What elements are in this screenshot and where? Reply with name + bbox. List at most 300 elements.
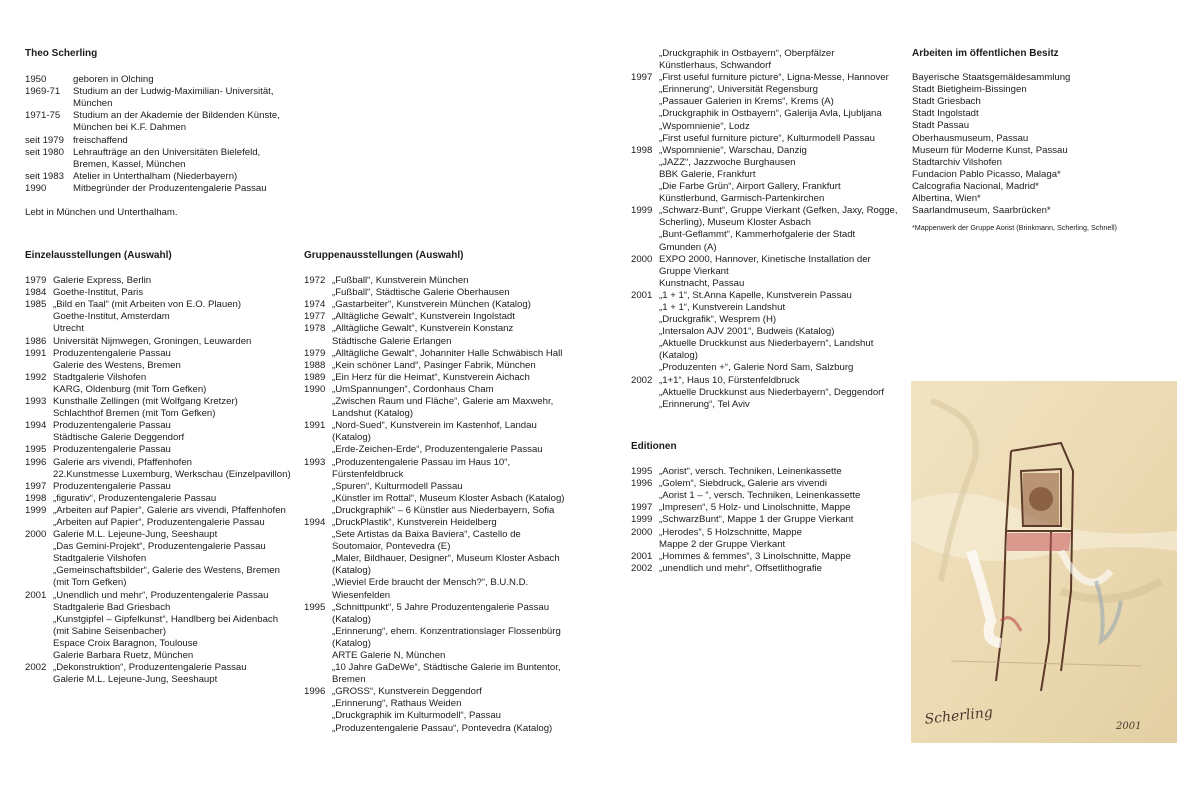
entry-line: „1+1“, Haus 10, Fürstenfeldbruck (659, 374, 800, 386)
entry-text (53, 420, 295, 444)
entry-year: 1998 (25, 492, 47, 504)
entry-line: Galerie M.L. Lejeune-Jung, Seeshaupt (53, 529, 218, 541)
entry-line: „Druckgraphik“ – 6 Künstler aus Niederbayern, Sofia (332, 504, 555, 516)
entry-line: „Erinnerung“, ehem. Konzentrationslager Flossenbürg (332, 625, 561, 637)
entry-year: 1971-75 (25, 110, 61, 122)
entry-line: (Katalog) (332, 613, 371, 625)
entry-line: „Impresen“, 5 Holz- und Linolschnitte, Mappe (659, 502, 851, 514)
entry-line: Espace Croix Baragnon, Toulouse (53, 637, 198, 649)
entry-line: Bremen (332, 674, 366, 686)
editions-heading: Editionen (631, 441, 677, 452)
entry-line: „1 + 1“, Kunstverein Landshut (659, 301, 786, 313)
editions-list (631, 466, 901, 575)
entry-line: „Sete Artistas da Baixa Baviera“, Castello de (332, 529, 521, 541)
entry-line: „Hommes & femmes“, 3 Linolschnitte, Mappe (659, 550, 851, 562)
collection-item: Stadtarchiv Vilshofen (912, 156, 1002, 168)
entry-line: „Zwischen Raum und Fläche“, Galerie am Maxwehr, (332, 396, 554, 408)
entry-year: 1988 (304, 359, 326, 371)
entry-text (53, 662, 295, 686)
entry-text (53, 529, 295, 589)
entry-year: 1999 (25, 504, 47, 516)
entry-text (659, 502, 901, 514)
entry-line: „First useful furniture picture“, Ligna-Messe, Hannover (659, 72, 889, 84)
solo-entry (25, 529, 295, 589)
entry-line: „Bild en Taal“ (mit Arbeiten von E.O. Plauen) (53, 299, 242, 311)
bio-column (25, 48, 295, 219)
entry-year: 1985 (25, 299, 47, 311)
edition-entry (631, 466, 901, 478)
entry-text (332, 517, 594, 602)
entry-line: Schlachthof Bremen (mit Tom Gefken) (53, 408, 216, 420)
entry-line: „Herodes“, 5 Holzschnitte, Mappe (659, 526, 802, 538)
public-list (912, 72, 1172, 217)
solo-entry (25, 348, 295, 372)
entry-year: 1996 (631, 478, 653, 490)
entry-line: „Fußball“, Städtische Galerie Oberhausen (332, 287, 510, 299)
entry-line: Stadtgalerie Bad Griesbach (53, 601, 171, 613)
group-entry (304, 348, 594, 360)
entry-year: 1998 (631, 144, 653, 156)
entry-text (73, 86, 295, 110)
group-entry (304, 311, 594, 323)
entry-line: Studium an der Akademie der Bildenden Künste, (73, 110, 280, 122)
entry-line: freischaffend (73, 134, 128, 146)
solo-heading: Einzelausstellungen (Auswahl) (25, 250, 172, 261)
entry-text (73, 135, 295, 147)
entry-line: „Aktuelle Druckkunst aus Niederbayern“, Deggendorf (659, 386, 885, 398)
entry-text (53, 348, 295, 372)
entry-line: „Wspomnienie“, Warschau, Danzig (659, 144, 807, 156)
bio-entry (25, 183, 295, 195)
public-heading: Arbeiten im öffentlichen Besitz (912, 48, 1059, 59)
group-list (304, 275, 594, 735)
collection-item: Stadt Passau (912, 120, 970, 132)
group-cont-list (631, 48, 901, 411)
entry-text (332, 323, 594, 347)
entry-line: „Golem“, Siebdruck„ Galerie ars vivendi (659, 478, 827, 490)
group-entry (631, 290, 901, 375)
solo-entry (25, 299, 295, 335)
entry-line: Produzentengalerie Passau (53, 420, 171, 432)
entry-text (53, 287, 295, 299)
public-footnote: *Mappenwerk der Gruppe Aorist (Brinkmann, Scherling, Schnell) (912, 223, 1117, 233)
entry-year: 2001 (25, 589, 47, 601)
entry-year: 2000 (631, 253, 653, 265)
solo-entry (25, 287, 295, 299)
entry-year: 1977 (304, 311, 326, 323)
entry-year: 2002 (631, 374, 653, 386)
entry-year: 1996 (25, 456, 47, 468)
entry-line: (Katalog) (332, 565, 371, 577)
entry-text (659, 375, 901, 411)
entry-year: seit 1980 (25, 146, 64, 158)
entry-line: Galerie ars vivendi, Pfaffenhofen (53, 456, 193, 468)
entry-line: Gruppe Vierkant (659, 265, 729, 277)
solo-entry (25, 481, 295, 493)
collection-item: Stadt Ingolstadt (912, 108, 979, 120)
entry-line: (mit Tom Gefken) (53, 577, 127, 589)
entry-year: 1990 (304, 383, 326, 395)
entry-line: „JAZZ“, Jazzwoche Burghausen (659, 156, 796, 168)
entry-line: „Alltägliche Gewalt“, Kunstverein Ingolstadt (332, 311, 515, 323)
group-entry (631, 48, 901, 72)
entry-line: Galerie M.L. Lejeune-Jung, Seeshaupt (53, 674, 218, 686)
entry-line: Produzentengalerie Passau (53, 480, 171, 492)
entry-line: „Gastarbeiter“, Kunstverein München (Katalog) (332, 299, 531, 311)
edition-entry (631, 478, 901, 502)
entry-line: „Aktuelle Druckkunst aus Niederbayern“, Landshut (659, 338, 874, 350)
entry-text (659, 514, 901, 526)
group-entry (304, 275, 594, 299)
bio-entry (25, 135, 295, 147)
editions (631, 441, 901, 575)
entry-line: „Bunt-Geflammt“, Kammerhofgalerie der Stadt (659, 229, 856, 241)
entry-line: „10 Jahre GaDeWe“, Städtische Galerie im Buntentor, (332, 662, 561, 674)
entry-year: 1997 (631, 502, 653, 514)
entry-line: „1 + 1“, St.Anna Kapelle, Kunstverein Passau (659, 289, 852, 301)
entry-line: „Gemeinschaftsbilder“, Galerie des Westens, Bremen (53, 565, 280, 577)
solo-entry (25, 420, 295, 444)
entry-line: „Produzentengalerie Passau“, Pontevedra (Katalog) (332, 722, 553, 734)
entry-line: Bremen, Kassel, München (73, 158, 186, 170)
entry-line: „Druckgrafik“, Wesprem (H) (659, 314, 777, 326)
entry-year: 1974 (304, 299, 326, 311)
bio-entry (25, 74, 295, 86)
entry-text (659, 48, 901, 72)
entry-year: 1999 (631, 205, 653, 217)
entry-line: Städtische Galerie Deggendorf (53, 432, 185, 444)
entry-line: „Produzentengalerie Passau im Haus 10“, (332, 456, 511, 468)
entry-line: Galerie Express, Berlin (53, 275, 152, 287)
entry-line: Galerie des Westens, Bremen (53, 359, 181, 371)
group-entry (304, 517, 594, 602)
entry-line: Produzentengalerie Passau (53, 444, 171, 456)
solo-entry (25, 493, 295, 505)
entry-line: Landshut (Katalog) (332, 408, 414, 420)
entry-text (659, 551, 901, 563)
entry-year: 1979 (304, 347, 326, 359)
public-collections (912, 48, 1172, 232)
entry-text (332, 311, 594, 323)
entry-line: „unendlich und mehr“, Offsetlithografie (659, 562, 823, 574)
entry-line: Scherling), Museum Kloster Asbach (659, 217, 811, 229)
group-entry (631, 72, 901, 145)
bio-list (25, 74, 295, 195)
entry-line: (Katalog) (332, 432, 371, 444)
entry-year: 1969-71 (25, 86, 61, 98)
edition-entry (631, 514, 901, 526)
entry-line: „Passauer Galerien in Krems“, Krems (A) (659, 96, 834, 108)
group-entry (631, 375, 901, 411)
collection-item: Fundacion Pablo Picasso, Malaga* (912, 168, 1061, 180)
group-entry (631, 254, 901, 290)
bio-entry (25, 110, 295, 134)
entry-text (332, 348, 594, 360)
collection-item: Albertina, Wien* (912, 193, 981, 205)
entry-text (73, 171, 295, 183)
entry-text (332, 299, 594, 311)
entry-year: 2001 (631, 289, 653, 301)
entry-text (659, 72, 901, 145)
entry-line: Kunsthalle Zellingen (mit Wolfgang Kretzer) (53, 396, 238, 408)
entry-line: 22.Kunstmesse Luxemburg, Werkschau (Einzelpavillon) (53, 468, 291, 480)
group-heading: Gruppenausstellungen (Auswahl) (304, 250, 464, 261)
entry-line: Künstlerhaus, Schwandorf (659, 60, 771, 72)
entry-year: 2002 (25, 662, 47, 674)
solo-entry (25, 372, 295, 396)
entry-line: Goethe-Institut, Paris (53, 287, 144, 299)
entry-line: Mitbegründer der Produzentengalerie Passau (73, 182, 267, 194)
entry-year: 2002 (631, 562, 653, 574)
entry-line: „Kunstgipfel – Gipfelkunst“, Handlberg bei Aidenbach (53, 613, 279, 625)
entry-line: Gmunden (A) (659, 241, 717, 253)
entry-line: Soutomaior, Pontevedra (E) (332, 541, 451, 553)
entry-line: KARG, Oldenburg (mit Tom Gefken) (53, 383, 207, 395)
entry-text (659, 563, 901, 575)
entry-line: „Arbeiten auf Papier“, Produzentengalerie Passau (53, 516, 265, 528)
entry-line: Universität Nijmwegen, Groningen, Leuwarden (53, 335, 252, 347)
entry-year: seit 1979 (25, 134, 64, 146)
collection-item: Bayerische Staatsgemäldesammlung (912, 72, 1071, 84)
entry-year: 1978 (304, 323, 326, 335)
entry-line: „Arbeiten auf Papier“, Galerie ars vivendi, Pfaffenhofen (53, 504, 286, 516)
entry-text (53, 457, 295, 481)
entry-line: „Dekonstruktion“, Produzentengalerie Passau (53, 662, 247, 674)
entry-line: „Druckgraphik in Ostbayern“, Oberpfälzer (659, 48, 835, 59)
solo-entry (25, 275, 295, 287)
entry-year: 1994 (304, 516, 326, 528)
entry-line: (Katalog) (659, 350, 698, 362)
entry-text (53, 493, 295, 505)
solo-entry (25, 662, 295, 686)
entry-line: „GROSS“, Kunstverein Deggendorf (332, 686, 482, 698)
edition-entry (631, 502, 901, 514)
group-entry (304, 602, 594, 687)
entry-line: „DruckPlastik“, Kunstverein Heidelberg (332, 516, 497, 528)
entry-text (73, 147, 295, 171)
entry-line: geboren in Olching (73, 74, 154, 86)
entry-text (73, 110, 295, 134)
entry-line: „Spuren“, Kulturmodell Passau (332, 480, 463, 492)
entry-line: Künstlerbund, Garmisch-Partenkirchen (659, 193, 825, 205)
entry-line: „Ein Herz für die Heimat“, Kunstverein Aichach (332, 371, 530, 383)
solo-entry (25, 396, 295, 420)
entry-line: „figurativ“, Produzentengalerie Passau (53, 492, 217, 504)
entry-year: 1995 (304, 601, 326, 613)
edition-entry (631, 551, 901, 563)
entry-text (73, 183, 295, 195)
entry-text (332, 372, 594, 384)
entry-line: Kunstnacht, Passau (659, 277, 745, 289)
entry-line: „Alltägliche Gewalt“, Johanniter Halle Schwäbisch Hall (332, 347, 563, 359)
entry-line: „Produzenten +“, Galerie Nord Sam, Salzburg (659, 362, 854, 374)
group-entry (304, 299, 594, 311)
entry-line: „Druckgraphik in Ostbayern“, Galerija Avla, Ljubljana (659, 108, 882, 120)
entry-line: „First useful furniture picture“, Kulturmodell Passau (659, 132, 875, 144)
entry-year: 1972 (304, 275, 326, 287)
bio-entry (25, 171, 295, 183)
entry-year: seit 1983 (25, 170, 64, 182)
entry-line: „Wspomnienie“, Lodz (659, 120, 750, 132)
entry-text (53, 444, 295, 456)
entry-text (53, 590, 295, 663)
edition-entry (631, 563, 901, 575)
entry-year: 1991 (25, 347, 47, 359)
edition-entry (631, 527, 901, 551)
entry-text (332, 275, 594, 299)
entry-year: 1950 (25, 74, 47, 86)
entry-text (659, 527, 901, 551)
entry-line: „Maler, Bildhauer, Designer“, Museum Kloster Asbach (332, 553, 560, 565)
group-entry (631, 205, 901, 253)
entry-line: ARTE Galerie N, München (332, 650, 446, 661)
entry-line: „Druckgraphik im Kulturmodell“, Passau (332, 710, 502, 722)
entry-year: 1990 (25, 182, 47, 194)
entry-line: „Erinnerung“, Rathaus Weiden (332, 698, 462, 710)
entry-line: „Alltägliche Gewalt“, Kunstverein Konstanz (332, 323, 514, 335)
group-exhibitions-continued (631, 48, 901, 411)
group-entry (304, 384, 594, 420)
entry-text (659, 478, 901, 502)
artwork-signature-left: Scherling (923, 704, 994, 728)
solo-entry (25, 590, 295, 663)
entry-line: „Wieviel Erde braucht der Mensch?“, B.U.N.D. (332, 577, 529, 589)
entry-line: Städtische Galerie Erlangen (332, 335, 452, 347)
entry-year: 1993 (25, 396, 47, 408)
group-entry (304, 420, 594, 456)
entry-text (332, 602, 594, 687)
entry-text (659, 466, 901, 478)
group-entry (304, 323, 594, 347)
entry-line: Produzentengalerie Passau (53, 347, 171, 359)
entry-line: „Das Gemini-Projekt“, Produzentengalerie Passau (53, 541, 266, 553)
entry-line: „Die Farbe Grün“, Airport Gallery, Frankfurt (659, 181, 841, 193)
group-entry (304, 686, 594, 734)
collection-item: Calcografia Nacional, Madrid* (912, 180, 1039, 192)
entry-year (631, 48, 659, 72)
residence-text: Lebt in München und Unterthalham. (25, 207, 178, 219)
entry-year: 2000 (25, 529, 47, 541)
entry-line: „Aorist 1 – “, versch. Techniken, Leinenkassette (659, 490, 861, 502)
entry-text (332, 384, 594, 420)
entry-line: „Schwarz-Bunt“, Gruppe Vierkant (Gefken, Jaxy, Rogge, (659, 205, 898, 217)
entry-line: „Künstler im Rottal“, Museum Kloster Asbach (Katalog) (332, 492, 565, 504)
group-entry (631, 145, 901, 205)
entry-year: 1984 (25, 287, 47, 299)
entry-line: Utrecht (53, 323, 84, 335)
entry-text (332, 686, 594, 734)
entry-text (53, 505, 295, 529)
entry-line: „Aorist“, versch. Techniken, Leinenkassette (659, 466, 842, 478)
entry-line: Mappe 2 der Gruppe Vierkant (659, 538, 786, 550)
artist-name: Theo Scherling (25, 48, 98, 59)
entry-line: „Nord-Sued“, Kunstverein im Kastenhof, Landau (332, 420, 537, 432)
entry-year: 1991 (304, 420, 326, 432)
entry-year: 1989 (304, 371, 326, 383)
entry-text (53, 481, 295, 493)
collection-item: Oberhausmuseum, Passau (912, 132, 1029, 144)
group-entry (304, 360, 594, 372)
entry-year: 2001 (631, 550, 653, 562)
artwork-image (911, 381, 1177, 743)
entry-year: 1979 (25, 275, 47, 287)
entry-line: „Intersalon AJV 2001“, Budweis (Katalog) (659, 326, 835, 338)
entry-line: Wiesenfelden (332, 589, 391, 601)
entry-line: Lehraufträge an den Universitäten Bielefeld, (73, 146, 261, 158)
group-entry (304, 372, 594, 384)
entry-text (332, 457, 594, 517)
solo-entry (25, 336, 295, 348)
collection-item: Stadt Griesbach (912, 96, 981, 108)
entry-line: EXPO 2000, Hannover, Kinetische Installation der (659, 253, 871, 265)
collection-item: Stadt Bietigheim-Bissingen (912, 84, 1027, 96)
entry-year: 1999 (631, 514, 653, 526)
collection-item: Saarlandmuseum, Saarbrücken* (912, 205, 1051, 217)
entry-text (659, 205, 901, 253)
solo-list (25, 275, 295, 686)
solo-entry (25, 444, 295, 456)
entry-line: Stadtgalerie Vilshofen (53, 553, 147, 565)
entry-line: „Erde-Zeichen-Erde“, Produzentengalerie Passau (332, 444, 543, 456)
entry-line: „Kein schöner Land“, Pasinger Fabrik, München (332, 359, 536, 371)
entry-line: „Erinnerung“, Tel Aviv (659, 398, 750, 410)
entry-line: „Erinnerung“, Universität Regensburg (659, 84, 818, 96)
entry-year: 1986 (25, 335, 47, 347)
entry-text (53, 275, 295, 287)
entry-text (659, 290, 901, 375)
entry-text (659, 145, 901, 205)
entry-text (332, 360, 594, 372)
artwork-signature-right: 2001 (1116, 721, 1142, 732)
entry-line: (mit Sabine Seisenbacher) (53, 625, 167, 637)
entry-text (53, 336, 295, 348)
entry-line: Studium an der Ludwig-Maximilian- Universität, (73, 86, 274, 98)
entry-line: Atelier in Unterthalham (Niederbayern) (73, 170, 238, 182)
entry-line: München (73, 98, 113, 110)
collection-item: Museum für Moderne Kunst, Passau (912, 144, 1068, 156)
entry-line: „UmSpannungen“, Cordonhaus Cham (332, 383, 494, 395)
bio-entry (25, 86, 295, 110)
entry-line: „Fußball“, Kunstverein München (332, 275, 469, 287)
bio-entry (25, 147, 295, 171)
entry-line: Galerie Barbara Ruetz, München (53, 650, 194, 661)
entry-year: 1995 (25, 444, 47, 456)
entry-year: 1997 (631, 72, 653, 84)
group-exhibitions (304, 250, 594, 735)
entry-line: „SchwarzBunt“, Mappe 1 der Gruppe Vierkant (659, 514, 854, 526)
entry-line: (Katalog) (332, 637, 371, 649)
solo-exhibitions (25, 250, 295, 686)
entry-text (659, 254, 901, 290)
entry-line: Fürstenfeldbruck (332, 468, 404, 480)
entry-text (53, 396, 295, 420)
entry-line: München bei K.F. Dahmen (73, 122, 187, 134)
entry-year: 2000 (631, 526, 653, 538)
entry-line: „Unendlich und mehr“, Produzentengalerie Passau (53, 589, 269, 601)
entry-text (53, 372, 295, 396)
entry-line: BBK Galerie, Frankfurt (659, 168, 756, 180)
entry-line: Goethe-Institut, Amsterdam (53, 311, 170, 323)
entry-year: 1994 (25, 420, 47, 432)
entry-line: „Schnittpunkt“, 5 Jahre Produzentengalerie Passau (332, 601, 550, 613)
entry-text (73, 74, 295, 86)
entry-year: 1992 (25, 371, 47, 383)
solo-entry (25, 505, 295, 529)
entry-line: Stadtgalerie Vilshofen (53, 371, 147, 383)
entry-year: 1995 (631, 466, 653, 478)
entry-year: 1997 (25, 480, 47, 492)
entry-year: 1996 (304, 686, 326, 698)
